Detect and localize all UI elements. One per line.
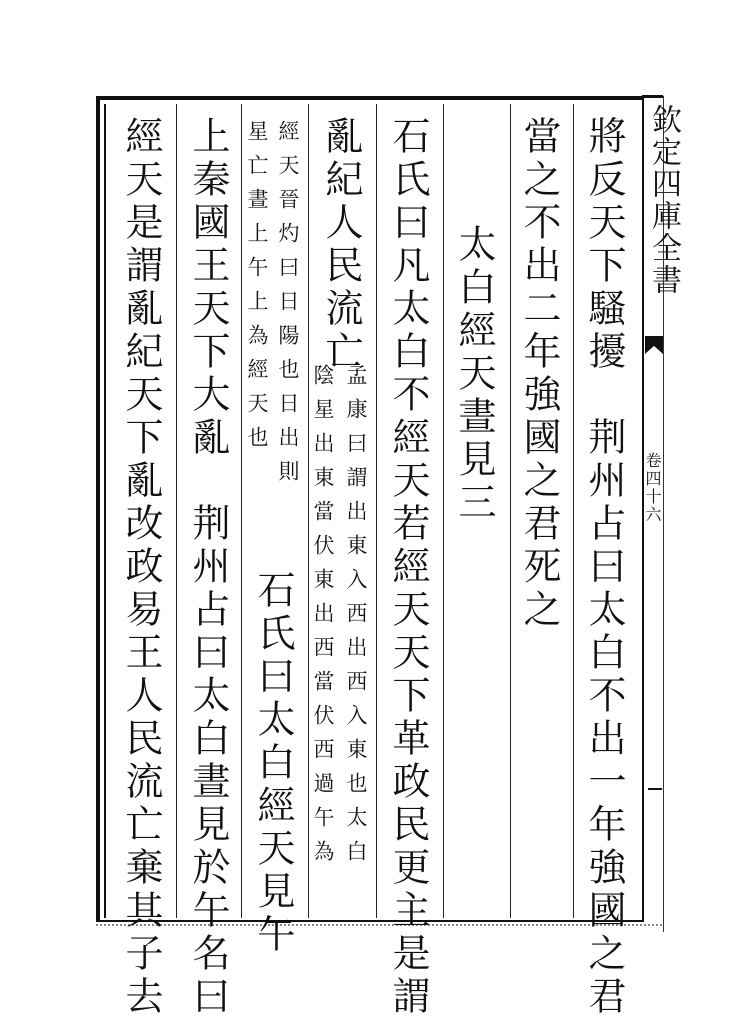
column-rule [510, 104, 511, 918]
text-column-6: 石氏曰太白經天見午 [251, 570, 295, 957]
column-rule [308, 104, 309, 918]
frame-inner-left-rule [104, 104, 106, 918]
column-rule [176, 104, 177, 918]
margin-page-tick [648, 788, 662, 790]
fishtail-mark-icon [645, 336, 663, 354]
text-column-7: 上秦國王天下大亂 荆州占曰太白晝見於午名曰 [186, 116, 230, 1019]
commentary-line-1: 孟康曰謂出東入西出西入東也太白 [344, 364, 368, 874]
margin-book-title: 欽定四庫全書 [646, 104, 681, 296]
column-rule [573, 104, 574, 918]
page-edge-top [642, 95, 663, 98]
column-rule [241, 104, 242, 918]
text-column-8: 經天是謂亂紀天下亂改政易王人民流亡棄其子去 [119, 116, 163, 1019]
commentary-line-2: 陰星出東當伏東出西當伏西過午為 [311, 364, 335, 874]
text-column-4: 石氏曰凡太白不經天若經天天下革政民更主是謂 [386, 116, 430, 1019]
text-column-1: 將反天下騷擾 荆州占曰太白不出一年強國之君 [582, 116, 626, 1019]
column-rule [443, 104, 444, 918]
text-column-5: 亂紀人民流亡 [319, 116, 363, 374]
frame-bottom-edge [96, 924, 662, 926]
margin-volume-label: 卷四十六 [643, 452, 662, 524]
section-heading: 太白經天晝見三 [452, 224, 496, 525]
commentary-line-3: 經天晉灼曰日陽也日出則 [276, 120, 300, 494]
commentary-line-4: 星亡晝上午上為經天也 [245, 120, 269, 460]
column-rule [376, 104, 377, 918]
text-column-2: 當之不出二年強國之君死之 [517, 116, 561, 632]
